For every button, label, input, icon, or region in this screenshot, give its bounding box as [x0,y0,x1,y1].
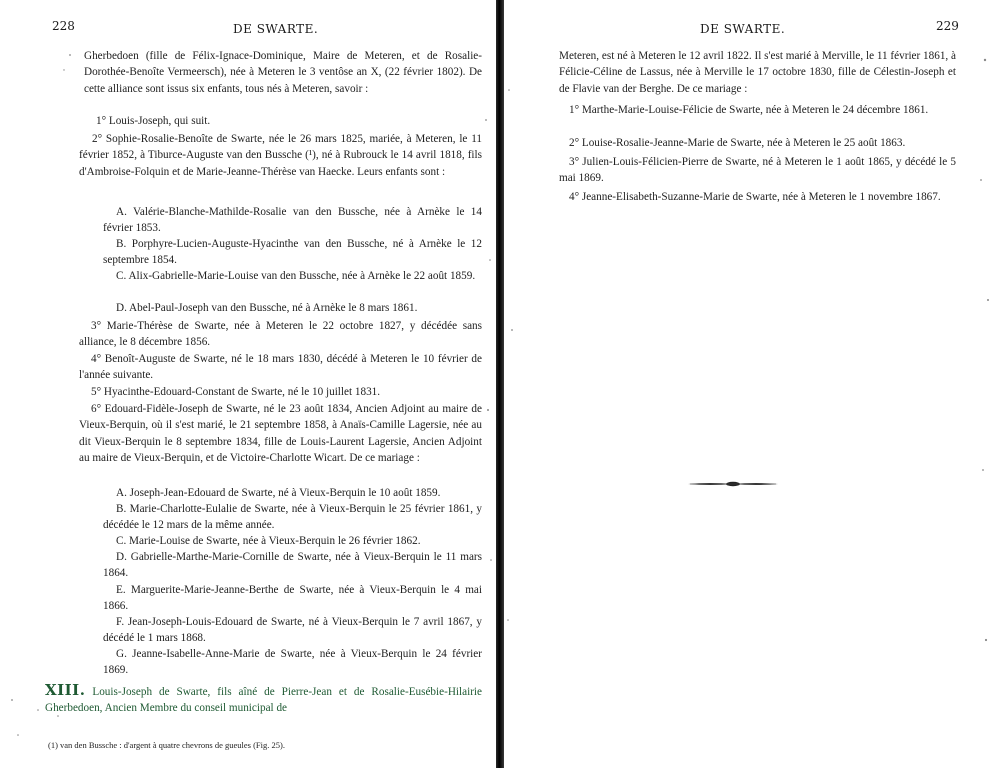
paragraph-item-6e: E. Marguerite-Marie-Jeanne-Berthe de Swarte, née à Vieux-Berquin le 4 mai 1866. [103,584,482,613]
paragraph-item-6g: G. Jeanne-Isabelle-Anne-Marie de Swarte, née à Vieux-Berquin le 24 février 1869. [103,648,482,677]
paragraph-item-2c: C. Alix-Gabrielle-Marie-Louise van den Bussche, née à Arnèke le 22 août 1859. [116,270,476,282]
paragraph-item-1: 1° Louis-Joseph, qui suit. [96,115,211,127]
paragraph-item-4: 4° Benoît-Auguste de Swarte, né le 18 mars 1830, décédé à Meteren le 10 février de l'année suivante. [79,353,482,382]
paragraph-item-2a: A. Valérie-Blanche-Mathilde-Rosalie van den Bussche, née à Arnèke le 14 février 1853. [103,206,482,235]
paragraph-child-1: 1° Marthe-Marie-Louise-Félicie de Swarte, née à Meteren le 24 décembre 1861. [569,104,929,116]
right-page [503,0,993,768]
section-xiii-text: Louis-Joseph de Swarte, fils aîné de Pierre-Jean et de Rosalie-Eusébie-Hilairie Gherbedoen, Ancien Membre du conseil municipal de [45,686,482,715]
paragraph-item-3: 3° Marie-Thérèse de Swarte, née à Meteren le 22 octobre 1827, y décédée sans alliance, le 8 décembre 1856. [79,320,482,349]
running-head-left: DE SWARTE. [233,22,319,36]
running-head-right: DE SWARTE. [700,22,786,36]
paragraph-child-4: 4° Jeanne-Elisabeth-Suzanne-Marie de Swarte, née à Meteren le 1 novembre 1867. [569,191,941,203]
paragraph-item-6b: B. Marie-Charlotte-Eulalie de Swarte, née à Vieux-Berquin le 25 février 1861, y décédée le 12 mars de la même année. [103,503,482,532]
paragraph-intro: Gherbedoen (fille de Félix-Ignace-Dominique, Maire de Meteren, et de Rosalie-Dorothée-Benoîte Vermeersch), née à Meteren le 3 ventôse an X, (22 février 1802). De cette alliance sont issus six enfants, tous nés à Meteren, savoir : [84,50,482,95]
paragraph-item-6: 6° Edouard-Fidèle-Joseph de Swarte, né le 23 août 1834, Ancien Adjoint au maire de Vieux-Berquin, où il s'est marié, le 21 septembre 1858, à Anaïs-Camille Lagersie, née au dit Vieux-Berquin le 8 septembre 1834, fille de Louis-Laurent Lagersie, Ancien Adjoint au maire de Vieux-Berquin, et de Victoire-Charlotte Wicart. De ce mariage : [79,403,482,464]
paragraph-item-6c: C. Marie-Louise de Swarte, née à Vieux-Berquin le 26 février 1862. [116,535,421,547]
paragraph-item-6a: A. Joseph-Jean-Edouard de Swarte, né à Vieux-Berquin le 10 août 1859. [116,487,441,499]
paragraph-xiii [45,682,482,717]
paragraph-item-6d: D. Gabrielle-Marthe-Marie-Cornille de Swarte, née à Vieux-Berquin le 11 mars 1864. [103,551,482,580]
ornament-divider-icon [688,479,778,489]
page-number-left: 228 [52,19,75,33]
paragraph-item-6f: F. Jean-Joseph-Louis-Edouard de Swarte, né à Vieux-Berquin le 7 avril 1867, y décédé le 1 mars 1868. [103,616,482,645]
footnote: (1) van den Bussche : d'argent à quatre chevrons de gueules (Fig. 25). [48,740,285,750]
page-number-right: 229 [936,19,959,33]
paragraph-continuation: Meteren, est né à Meteren le 12 avril 1822. Il s'est marié à Merville, le 11 février 1861, à Félicie-Céline de Lassus, née à Merville le 17 octobre 1830, fille de Célestin-Joseph et de Flavie van der Berghe. De ce mariage : [559,50,956,95]
paragraph-child-3: 3° Julien-Louis-Félicien-Pierre de Swarte, né à Meteren le 1 août 1865, y décédé le 5 mai 1869. [559,156,956,185]
paragraph-item-2b: B. Porphyre-Lucien-Auguste-Hyacinthe van den Bussche, né à Arnèke le 12 septembre 1854. [103,238,482,267]
section-numeral-xiii: XIII. [45,681,86,699]
paragraph-child-2: 2° Louise-Rosalie-Jeanne-Marie de Swarte, née à Meteren le 25 août 1863. [569,137,906,149]
paragraph-item-5: 5° Hyacinthe-Edouard-Constant de Swarte, né le 10 juillet 1831. [91,386,381,398]
paragraph-item-2: 2° Sophie-Rosalie-Benoîte de Swarte, née le 26 mars 1825, mariée, à Meteren, le 11 février 1852, à Tiburce-Auguste van den Bussche (¹), né à Rubrouck le 14 avril 1818, fils d'Ambroise-Folquin et de Marie-Jeanne-Thérèse van Haecke. Leurs enfants sont : [79,133,482,178]
paragraph-item-2d: D. Abel-Paul-Joseph van den Bussche, né à Arnèke le 8 mars 1861. [116,302,418,314]
